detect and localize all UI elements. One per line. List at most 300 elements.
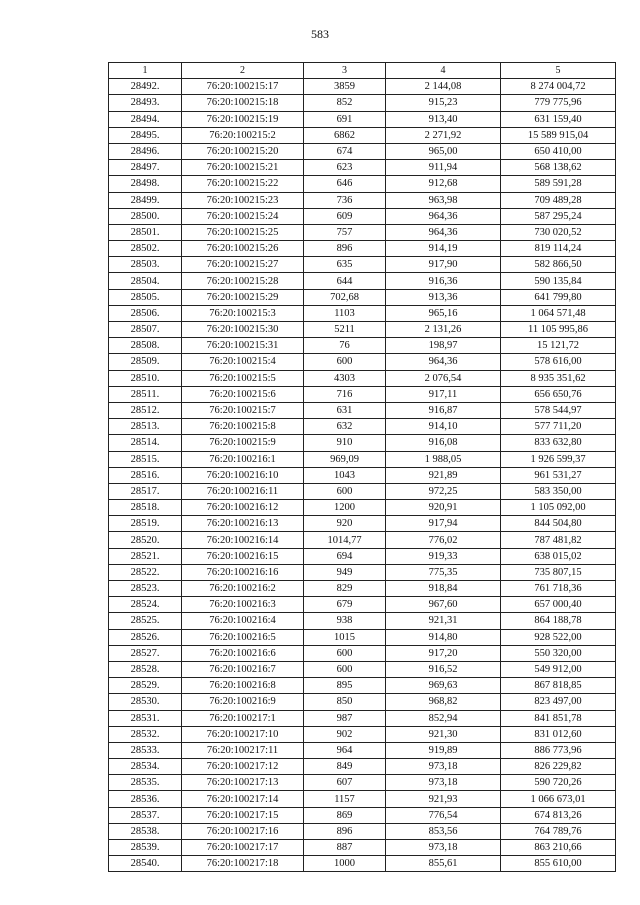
cell-cadastral-number: 76:20:100215:23 [182, 192, 304, 208]
cell-area: 757 [304, 224, 386, 240]
cell-unit-value: 916,52 [386, 661, 501, 677]
cell-total-value: 657 000,40 [501, 597, 616, 613]
cell-unit-value: 2 131,26 [386, 322, 501, 338]
table-row [109, 516, 616, 532]
cell-area: 1157 [304, 791, 386, 807]
cell-total-value: 787 481,82 [501, 532, 616, 548]
table-row [109, 160, 616, 176]
table-row [109, 402, 616, 418]
cell-cadastral-number: 76:20:100216:5 [182, 629, 304, 645]
cell-total-value: 831 012,60 [501, 726, 616, 742]
table-row [109, 500, 616, 516]
cell-total-value: 735 807,15 [501, 564, 616, 580]
cell-total-value: 863 210,66 [501, 840, 616, 856]
cell-cadastral-number: 76:20:100215:2 [182, 127, 304, 143]
table-header [109, 63, 616, 79]
cell-total-value: 568 138,62 [501, 160, 616, 176]
cell-unit-value: 969,63 [386, 678, 501, 694]
cell-total-value: 631 159,40 [501, 111, 616, 127]
cell-area: 632 [304, 419, 386, 435]
cell-unit-value: 919,89 [386, 742, 501, 758]
cell-total-value: 764 789,76 [501, 823, 616, 839]
cell-cadastral-number: 76:20:100216:2 [182, 581, 304, 597]
cell-total-value: 590 720,26 [501, 775, 616, 791]
cell-row-number: 28508. [109, 338, 182, 354]
cell-row-number: 28516. [109, 467, 182, 483]
cell-area: 896 [304, 823, 386, 839]
table-row [109, 289, 616, 305]
cell-row-number: 28529. [109, 678, 182, 694]
cell-cadastral-number: 76:20:100215:7 [182, 402, 304, 418]
cell-row-number: 28492. [109, 79, 182, 95]
cell-area: 6862 [304, 127, 386, 143]
cell-area: 3859 [304, 79, 386, 95]
cell-total-value: 928 522,00 [501, 629, 616, 645]
cell-area: 631 [304, 402, 386, 418]
cell-cadastral-number: 76:20:100216:11 [182, 483, 304, 499]
cell-area: 869 [304, 807, 386, 823]
cell-total-value: 656 650,76 [501, 386, 616, 402]
cell-area: 887 [304, 840, 386, 856]
cell-area: 902 [304, 726, 386, 742]
table-row [109, 192, 616, 208]
cell-unit-value: 912,68 [386, 176, 501, 192]
cell-row-number: 28510. [109, 370, 182, 386]
cell-unit-value: 776,02 [386, 532, 501, 548]
cell-area: 635 [304, 257, 386, 273]
cell-row-number: 28521. [109, 548, 182, 564]
cell-area: 938 [304, 613, 386, 629]
cell-row-number: 28540. [109, 856, 182, 872]
cell-row-number: 28513. [109, 419, 182, 435]
cell-total-value: 823 497,00 [501, 694, 616, 710]
cell-total-value: 11 105 995,86 [501, 322, 616, 338]
cell-cadastral-number: 76:20:100215:30 [182, 322, 304, 338]
cell-area: 1103 [304, 305, 386, 321]
cell-area: 609 [304, 208, 386, 224]
cell-row-number: 28527. [109, 645, 182, 661]
cell-area: 644 [304, 273, 386, 289]
table-row [109, 726, 616, 742]
cell-area: 600 [304, 645, 386, 661]
cell-cadastral-number: 76:20:100217:17 [182, 840, 304, 856]
cell-area: 969,09 [304, 451, 386, 467]
cell-area: 1200 [304, 500, 386, 516]
cell-row-number: 28522. [109, 564, 182, 580]
cell-area: 910 [304, 435, 386, 451]
cell-area: 691 [304, 111, 386, 127]
table-row [109, 322, 616, 338]
table-row [109, 419, 616, 435]
cell-unit-value: 973,18 [386, 775, 501, 791]
cell-total-value: 819 114,24 [501, 241, 616, 257]
cell-cadastral-number: 76:20:100215:21 [182, 160, 304, 176]
cell-row-number: 28535. [109, 775, 182, 791]
header-cell-2: 2 [182, 63, 304, 79]
cell-unit-value: 920,91 [386, 500, 501, 516]
cell-row-number: 28496. [109, 143, 182, 159]
cell-cadastral-number: 76:20:100216:7 [182, 661, 304, 677]
cell-unit-value: 963,98 [386, 192, 501, 208]
cell-cadastral-number: 76:20:100217:10 [182, 726, 304, 742]
cell-total-value: 1 066 673,01 [501, 791, 616, 807]
table-row [109, 807, 616, 823]
table-row [109, 338, 616, 354]
table-row [109, 467, 616, 483]
table-row [109, 581, 616, 597]
cell-cadastral-number: 76:20:100216:4 [182, 613, 304, 629]
cell-unit-value: 921,93 [386, 791, 501, 807]
header-cell-1: 1 [109, 63, 182, 79]
cell-cadastral-number: 76:20:100215:17 [182, 79, 304, 95]
cell-row-number: 28497. [109, 160, 182, 176]
cell-area: 600 [304, 354, 386, 370]
cell-cadastral-number: 76:20:100216:16 [182, 564, 304, 580]
cell-total-value: 549 912,00 [501, 661, 616, 677]
cell-unit-value: 917,90 [386, 257, 501, 273]
cell-total-value: 583 350,00 [501, 483, 616, 499]
cell-row-number: 28505. [109, 289, 182, 305]
cell-unit-value: 914,80 [386, 629, 501, 645]
cell-total-value: 779 775,96 [501, 95, 616, 111]
cell-cadastral-number: 76:20:100215:31 [182, 338, 304, 354]
cell-row-number: 28536. [109, 791, 182, 807]
table-row [109, 95, 616, 111]
table-row [109, 305, 616, 321]
cell-area: 1015 [304, 629, 386, 645]
table-row [109, 564, 616, 580]
cell-unit-value: 965,16 [386, 305, 501, 321]
table-row [109, 386, 616, 402]
cell-total-value: 841 851,78 [501, 710, 616, 726]
cell-cadastral-number: 76:20:100215:27 [182, 257, 304, 273]
table-row [109, 257, 616, 273]
cell-total-value: 578 616,00 [501, 354, 616, 370]
cell-area: 850 [304, 694, 386, 710]
cell-total-value: 641 799,80 [501, 289, 616, 305]
cell-total-value: 15 121,72 [501, 338, 616, 354]
table-row [109, 613, 616, 629]
table-row [109, 759, 616, 775]
cell-unit-value: 965,00 [386, 143, 501, 159]
cell-total-value: 1 064 571,48 [501, 305, 616, 321]
cell-unit-value: 973,18 [386, 840, 501, 856]
cell-unit-value: 964,36 [386, 354, 501, 370]
cell-row-number: 28538. [109, 823, 182, 839]
cell-unit-value: 917,11 [386, 386, 501, 402]
cell-cadastral-number: 76:20:100215:9 [182, 435, 304, 451]
cell-unit-value: 921,30 [386, 726, 501, 742]
header-cell-3: 3 [304, 63, 386, 79]
cell-unit-value: 853,56 [386, 823, 501, 839]
table-row [109, 208, 616, 224]
cell-row-number: 28531. [109, 710, 182, 726]
cell-unit-value: 855,61 [386, 856, 501, 872]
cell-total-value: 867 818,85 [501, 678, 616, 694]
cell-unit-value: 918,84 [386, 581, 501, 597]
cell-total-value: 8 274 004,72 [501, 79, 616, 95]
table-row [109, 143, 616, 159]
cell-total-value: 582 866,50 [501, 257, 616, 273]
cell-row-number: 28504. [109, 273, 182, 289]
cell-total-value: 589 591,28 [501, 176, 616, 192]
table-row [109, 483, 616, 499]
cell-row-number: 28511. [109, 386, 182, 402]
cell-total-value: 1 926 599,37 [501, 451, 616, 467]
cell-area: 896 [304, 241, 386, 257]
cell-row-number: 28525. [109, 613, 182, 629]
cell-cadastral-number: 76:20:100217:18 [182, 856, 304, 872]
table-row [109, 710, 616, 726]
table-row [109, 694, 616, 710]
cell-unit-value: 911,94 [386, 160, 501, 176]
cell-total-value: 590 135,84 [501, 273, 616, 289]
cell-cadastral-number: 76:20:100215:19 [182, 111, 304, 127]
cell-cadastral-number: 76:20:100216:1 [182, 451, 304, 467]
cell-unit-value: 973,18 [386, 759, 501, 775]
cell-row-number: 28501. [109, 224, 182, 240]
cell-area: 623 [304, 160, 386, 176]
cell-total-value: 587 295,24 [501, 208, 616, 224]
cell-row-number: 28509. [109, 354, 182, 370]
cell-row-number: 28495. [109, 127, 182, 143]
cell-unit-value: 914,10 [386, 419, 501, 435]
cell-total-value: 855 610,00 [501, 856, 616, 872]
cell-unit-value: 972,25 [386, 483, 501, 499]
cell-area: 736 [304, 192, 386, 208]
cell-cadastral-number: 76:20:100217:12 [182, 759, 304, 775]
cell-row-number: 28512. [109, 402, 182, 418]
cell-row-number: 28537. [109, 807, 182, 823]
cell-cadastral-number: 76:20:100217:16 [182, 823, 304, 839]
cell-unit-value: 913,40 [386, 111, 501, 127]
cell-cadastral-number: 76:20:100215:4 [182, 354, 304, 370]
table-row [109, 856, 616, 872]
cell-row-number: 28515. [109, 451, 182, 467]
cell-total-value: 15 589 915,04 [501, 127, 616, 143]
cell-cadastral-number: 76:20:100215:22 [182, 176, 304, 192]
page-number: 583 [311, 27, 329, 41]
table-row [109, 127, 616, 143]
cell-cadastral-number: 76:20:100215:5 [182, 370, 304, 386]
table-row [109, 645, 616, 661]
cell-total-value: 8 935 351,62 [501, 370, 616, 386]
cell-cadastral-number: 76:20:100217:1 [182, 710, 304, 726]
table-row [109, 79, 616, 95]
cell-area: 987 [304, 710, 386, 726]
cell-area: 1000 [304, 856, 386, 872]
cell-total-value: 730 020,52 [501, 224, 616, 240]
cell-total-value: 961 531,27 [501, 467, 616, 483]
cell-unit-value: 2 076,54 [386, 370, 501, 386]
cell-total-value: 650 410,00 [501, 143, 616, 159]
cell-row-number: 28494. [109, 111, 182, 127]
cell-cadastral-number: 76:20:100216:3 [182, 597, 304, 613]
cell-total-value: 578 544,97 [501, 402, 616, 418]
cell-area: 674 [304, 143, 386, 159]
table-row [109, 840, 616, 856]
cell-area: 964 [304, 742, 386, 758]
cell-unit-value: 967,60 [386, 597, 501, 613]
table-row [109, 775, 616, 791]
table-row [109, 742, 616, 758]
cell-unit-value: 914,19 [386, 241, 501, 257]
cell-cadastral-number: 76:20:100215:20 [182, 143, 304, 159]
table-row [109, 823, 616, 839]
cell-unit-value: 921,31 [386, 613, 501, 629]
cell-unit-value: 964,36 [386, 208, 501, 224]
cell-total-value: 577 711,20 [501, 419, 616, 435]
cell-cadastral-number: 76:20:100217:14 [182, 791, 304, 807]
cell-cadastral-number: 76:20:100216:10 [182, 467, 304, 483]
header-cell-5: 5 [501, 63, 616, 79]
cell-cadastral-number: 76:20:100216:15 [182, 548, 304, 564]
cell-row-number: 28493. [109, 95, 182, 111]
cell-area: 852 [304, 95, 386, 111]
cell-area: 949 [304, 564, 386, 580]
cell-cadastral-number: 76:20:100216:9 [182, 694, 304, 710]
cell-row-number: 28524. [109, 597, 182, 613]
cell-area: 716 [304, 386, 386, 402]
cell-row-number: 28533. [109, 742, 182, 758]
table-row [109, 435, 616, 451]
cell-unit-value: 917,20 [386, 645, 501, 661]
cell-unit-value: 916,36 [386, 273, 501, 289]
cell-row-number: 28498. [109, 176, 182, 192]
header-row [109, 63, 616, 79]
cell-area: 600 [304, 483, 386, 499]
cell-row-number: 28500. [109, 208, 182, 224]
table-row [109, 451, 616, 467]
cell-cadastral-number: 76:20:100215:18 [182, 95, 304, 111]
table-row [109, 597, 616, 613]
cell-cadastral-number: 76:20:100215:8 [182, 419, 304, 435]
cell-total-value: 886 773,96 [501, 742, 616, 758]
cell-area: 920 [304, 516, 386, 532]
cell-row-number: 28523. [109, 581, 182, 597]
cell-area: 895 [304, 678, 386, 694]
table-row [109, 111, 616, 127]
cell-row-number: 28519. [109, 516, 182, 532]
cell-cadastral-number: 76:20:100215:24 [182, 208, 304, 224]
cell-cadastral-number: 76:20:100217:13 [182, 775, 304, 791]
cell-cadastral-number: 76:20:100215:29 [182, 289, 304, 305]
cell-cadastral-number: 76:20:100216:14 [182, 532, 304, 548]
cell-cadastral-number: 76:20:100216:8 [182, 678, 304, 694]
cell-unit-value: 916,08 [386, 435, 501, 451]
table-row [109, 532, 616, 548]
cell-unit-value: 2 144,08 [386, 79, 501, 95]
cell-cadastral-number: 76:20:100215:28 [182, 273, 304, 289]
cell-unit-value: 776,54 [386, 807, 501, 823]
table-row [109, 354, 616, 370]
cell-unit-value: 913,36 [386, 289, 501, 305]
cell-area: 646 [304, 176, 386, 192]
cell-unit-value: 1 988,05 [386, 451, 501, 467]
cell-area: 1014,77 [304, 532, 386, 548]
cell-total-value: 844 504,80 [501, 516, 616, 532]
cell-row-number: 28518. [109, 500, 182, 516]
cell-total-value: 1 105 092,00 [501, 500, 616, 516]
cell-area: 849 [304, 759, 386, 775]
table-body [109, 79, 616, 872]
cell-area: 702,68 [304, 289, 386, 305]
cell-row-number: 28539. [109, 840, 182, 856]
cell-unit-value: 852,94 [386, 710, 501, 726]
cell-row-number: 28517. [109, 483, 182, 499]
table-row [109, 224, 616, 240]
cell-total-value: 864 188,78 [501, 613, 616, 629]
cadastral-table [108, 62, 616, 872]
cell-unit-value: 921,89 [386, 467, 501, 483]
cell-area: 4303 [304, 370, 386, 386]
cell-total-value: 550 320,00 [501, 645, 616, 661]
table-row [109, 661, 616, 677]
cell-cadastral-number: 76:20:100217:15 [182, 807, 304, 823]
cell-row-number: 28526. [109, 629, 182, 645]
cell-row-number: 28503. [109, 257, 182, 273]
cell-total-value: 674 813,26 [501, 807, 616, 823]
cell-area: 829 [304, 581, 386, 597]
table-row [109, 176, 616, 192]
cell-cadastral-number: 76:20:100215:6 [182, 386, 304, 402]
cell-unit-value: 915,23 [386, 95, 501, 111]
table-row [109, 273, 616, 289]
table-row [109, 678, 616, 694]
cell-row-number: 28502. [109, 241, 182, 257]
cell-area: 600 [304, 661, 386, 677]
cell-unit-value: 198,97 [386, 338, 501, 354]
table-row [109, 791, 616, 807]
cell-area: 1043 [304, 467, 386, 483]
cell-area: 76 [304, 338, 386, 354]
cell-unit-value: 916,87 [386, 402, 501, 418]
cell-total-value: 826 229,82 [501, 759, 616, 775]
cell-row-number: 28514. [109, 435, 182, 451]
table-row [109, 548, 616, 564]
cell-area: 5211 [304, 322, 386, 338]
cell-area: 679 [304, 597, 386, 613]
cell-cadastral-number: 76:20:100216:12 [182, 500, 304, 516]
cell-cadastral-number: 76:20:100216:6 [182, 645, 304, 661]
cell-cadastral-number: 76:20:100215:3 [182, 305, 304, 321]
cell-total-value: 761 718,36 [501, 581, 616, 597]
cell-total-value: 638 015,02 [501, 548, 616, 564]
cell-area: 694 [304, 548, 386, 564]
cell-total-value: 709 489,28 [501, 192, 616, 208]
cell-row-number: 28499. [109, 192, 182, 208]
cell-row-number: 28534. [109, 759, 182, 775]
cell-cadastral-number: 76:20:100216:13 [182, 516, 304, 532]
cell-row-number: 28530. [109, 694, 182, 710]
cell-row-number: 28506. [109, 305, 182, 321]
cell-cadastral-number: 76:20:100217:11 [182, 742, 304, 758]
cell-row-number: 28507. [109, 322, 182, 338]
table-row [109, 370, 616, 386]
cell-row-number: 28528. [109, 661, 182, 677]
cell-unit-value: 919,33 [386, 548, 501, 564]
cell-area: 607 [304, 775, 386, 791]
cell-unit-value: 964,36 [386, 224, 501, 240]
cell-unit-value: 917,94 [386, 516, 501, 532]
cell-cadastral-number: 76:20:100215:26 [182, 241, 304, 257]
cell-unit-value: 2 271,92 [386, 127, 501, 143]
cell-row-number: 28532. [109, 726, 182, 742]
table-row [109, 629, 616, 645]
cell-total-value: 833 632,80 [501, 435, 616, 451]
table-row [109, 241, 616, 257]
cell-unit-value: 775,35 [386, 564, 501, 580]
